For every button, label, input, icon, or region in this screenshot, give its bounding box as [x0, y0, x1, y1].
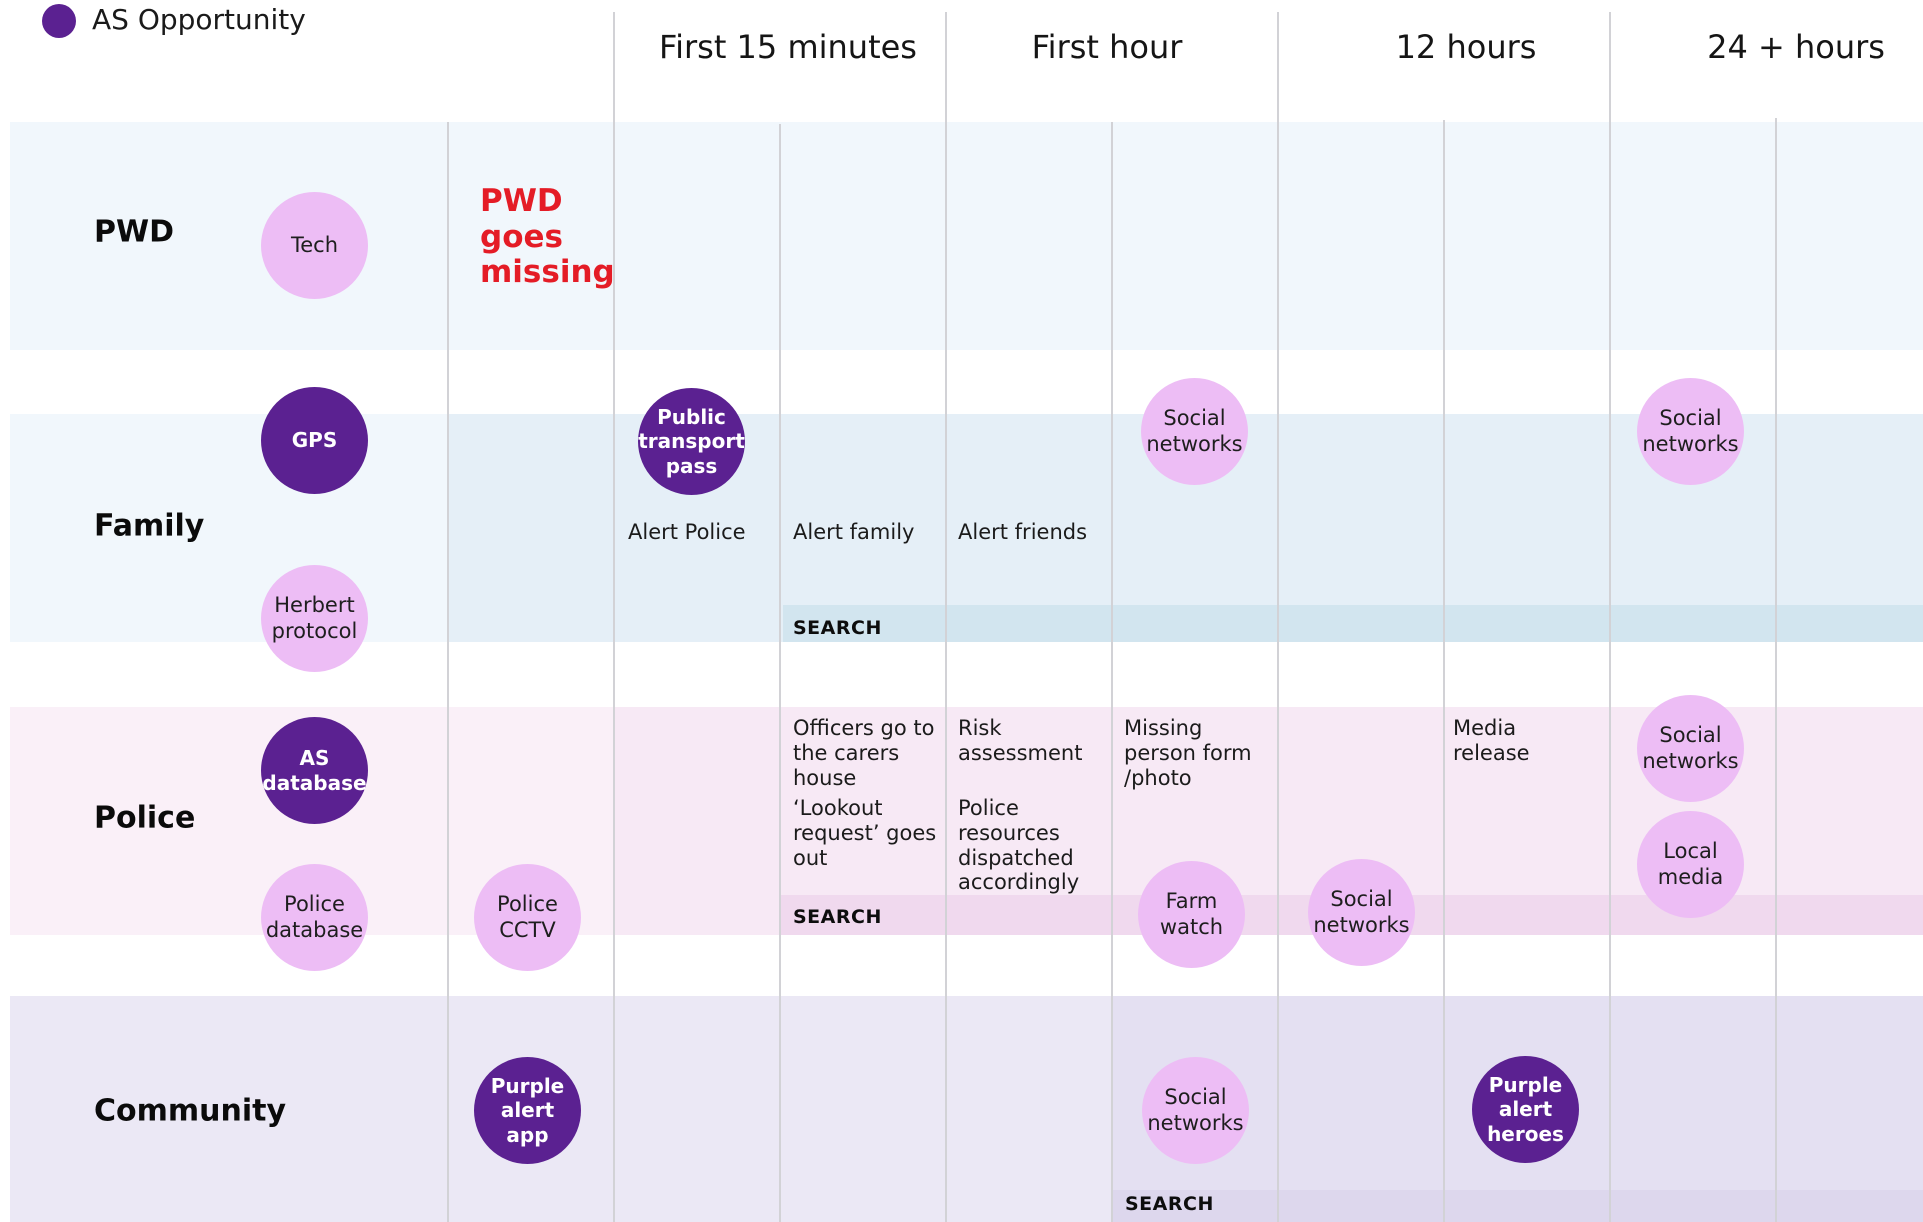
note-officers-go-to-carers-house: Officers go to the carers house [793, 716, 935, 790]
note-alert-friends: Alert friends [958, 520, 1088, 544]
column-divider [1277, 12, 1279, 1222]
column-divider [779, 124, 781, 1222]
band-community-search [1112, 1190, 1923, 1222]
column-header-first-hour: First hour [1031, 28, 1183, 66]
band-family-left [10, 414, 448, 642]
as-opportunity-purple-alert-app: Purple alert app [474, 1057, 581, 1164]
legend-label: AS Opportunity [92, 3, 306, 36]
touchpoint-police-database: Police database [261, 864, 368, 971]
column-divider [447, 122, 449, 1222]
column-divider [1443, 120, 1445, 1222]
search-label-community: SEARCH [1125, 1193, 1214, 1215]
note-risk-assessment: Risk assessment [958, 716, 1083, 765]
column-header-24-hours: 24 + hours [1707, 28, 1885, 66]
touchpoint-tech: Tech [261, 192, 368, 299]
column-divider [1111, 122, 1113, 1222]
legend-dot [42, 4, 76, 38]
band-family-search [783, 605, 1923, 642]
touchpoint-social-networks-community: Social networks [1142, 1057, 1249, 1164]
row-label-community: Community [94, 1093, 287, 1129]
as-opportunity-public-transport-pass: Public transport pass [638, 388, 745, 495]
search-label-police: SEARCH [793, 906, 882, 928]
column-header-12-hours: 12 hours [1395, 28, 1537, 66]
touchpoint-social-networks-family-first-hour: Social networks [1141, 378, 1248, 485]
column-divider [1609, 12, 1611, 1222]
touchpoint-local-media: Local media [1637, 811, 1744, 918]
row-label-family: Family [94, 508, 205, 544]
touchpoint-social-networks-police-12-hours: Social networks [1308, 859, 1415, 966]
column-divider [1775, 118, 1777, 1222]
column-divider [945, 12, 947, 1222]
note-alert-police: Alert Police [628, 520, 746, 544]
as-opportunity-purple-alert-heroes: Purple alert heroes [1472, 1056, 1579, 1163]
touchpoint-social-networks-family-24-hours: Social networks [1637, 378, 1744, 485]
note-alert-family: Alert family [793, 520, 915, 544]
note-missing-person-form: Missing person form /photo [1124, 716, 1252, 790]
touchpoint-police-cctv: Police CCTV [474, 864, 581, 971]
event-pwd-goes-missing: PWD goes missing [480, 183, 615, 291]
row-label-police: Police [94, 800, 196, 836]
as-opportunity-gps: GPS [261, 387, 368, 494]
search-label-family: SEARCH [793, 617, 882, 639]
column-header-first-15-minutes: First 15 minutes [659, 28, 917, 66]
note-lookout-request: ‘Lookout request’ goes out [793, 796, 937, 870]
row-label-pwd: PWD [94, 214, 174, 250]
as-opportunity-as-database: AS database [261, 717, 368, 824]
touchpoint-social-networks-police-24-hours: Social networks [1637, 695, 1744, 802]
touchpoint-farm-watch: Farm watch [1138, 861, 1245, 968]
note-media-release: Media release [1453, 716, 1530, 765]
note-police-resources-dispatched: Police resources dispatched accordingly [958, 796, 1080, 895]
touchpoint-herbert-protocol: Herbert protocol [261, 565, 368, 672]
